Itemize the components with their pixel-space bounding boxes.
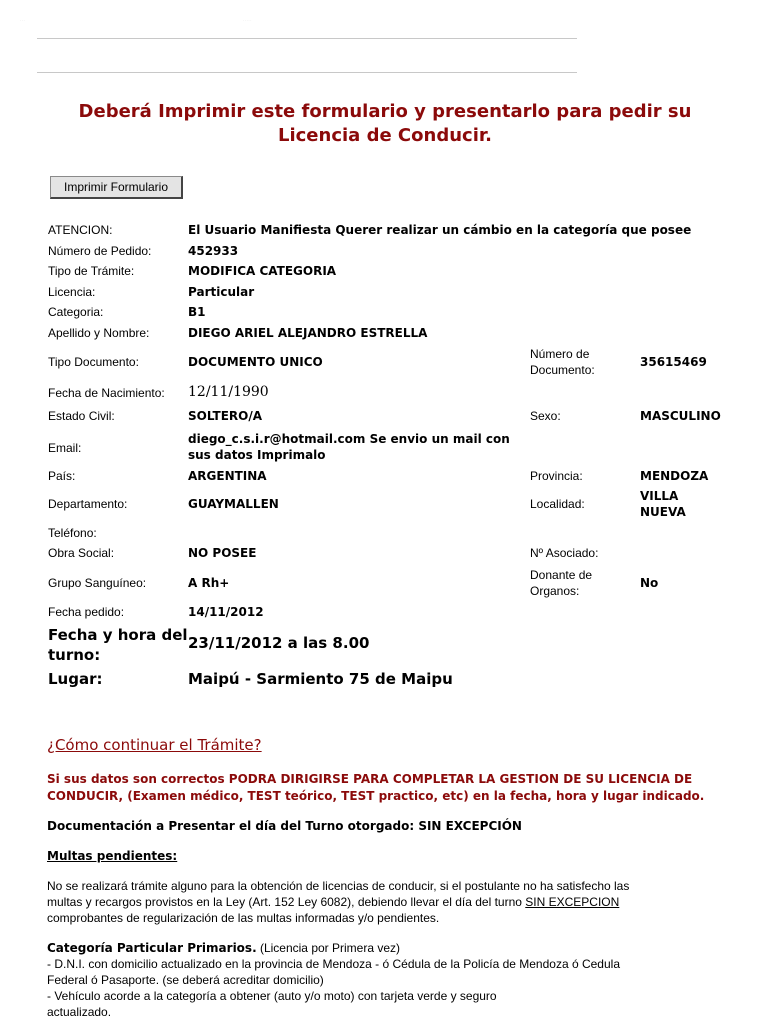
categoria-primarios-heading: Categoría Particular Primarios. (47, 941, 257, 955)
donante-label-line-1: Donante de (530, 568, 593, 582)
pedido-label: Número de Pedido: (48, 244, 152, 258)
page-title-line-2: Licencia de Conducir. (277, 125, 493, 146)
como-continuar-heading: ¿Cómo continuar el Trámite? (47, 736, 262, 754)
page-title-line-1: Deberá Imprimir este formulario y presentarlo para pedir su (78, 101, 692, 122)
multas-line-2-text: multas y recargos provistos en la Ley (Art. 152 Ley 6082), debiendo llevar el día del turno (47, 895, 526, 909)
fecha-pedido-label: Fecha pedido: (48, 605, 125, 619)
localidad-label: Localidad: (530, 497, 585, 511)
nombre-label: Apellido y Nombre: (48, 326, 150, 340)
sexo-label: Sexo: (530, 409, 561, 423)
tipo-doc-label: Tipo Documento: (48, 355, 139, 369)
donante-label-line-2: Organos: (530, 584, 580, 598)
tramite-value: MODIFICA CATEGORIA (188, 264, 337, 278)
donante-value: No (640, 576, 659, 590)
licencia-label: Licencia: (48, 285, 96, 299)
donante-label (530, 567, 592, 599)
turno-value: 23/11/2012 a las 8.00 (188, 634, 370, 652)
categoria-primarios-line-4: actualizado. (47, 1005, 112, 1019)
num-doc-label (530, 346, 595, 378)
num-doc-value: 35615469 (640, 355, 707, 369)
estado-civil-label: Estado Civil: (48, 409, 115, 423)
departamento-value: GUAYMALLEN (188, 497, 279, 511)
header-tiny-text-left: · · · (20, 18, 25, 22)
tramite-label: Tipo de Trámite: (48, 264, 135, 278)
categoria-label: Categoria: (48, 305, 104, 319)
sexo-value: MASCULINO (640, 409, 721, 423)
categoria-primarios-heading-line (47, 940, 747, 956)
turno-label-line-1: Fecha y hora del (48, 626, 188, 644)
atencion-value: El Usuario Manifiesta Querer realizar un cámbio en la categoría que posee (188, 223, 692, 237)
licencia-value: Particular (188, 285, 255, 299)
multas-heading: Multas pendientes: (47, 849, 178, 863)
email-value-line-1: diego_c.s.i.r@hotmail.com Se envio un mail con (188, 432, 510, 446)
lugar-value: Maipú - Sarmiento 75 de Maipu (188, 670, 453, 688)
categoria-primarios-heading-rest: (Licencia por Primera vez) (256, 941, 401, 955)
departamento-label: Departamento: (48, 497, 128, 511)
email-value-line-2: sus datos Imprimalo (188, 448, 326, 462)
print-form-button[interactable]: Imprimir Formulario (50, 176, 183, 199)
nacimiento-label: Fecha de Nacimiento: (48, 386, 165, 400)
multas-paragraph (47, 878, 747, 926)
atencion-label: ATENCION: (48, 223, 113, 237)
provincia-label: Provincia: (530, 469, 583, 483)
datos-correctos-line-1: Si sus datos son correctos PODRA DIRIGIRSE PARA COMPLETAR LA GESTION DE SU LICENCIA DE (47, 772, 693, 786)
telefono-label: Teléfono: (48, 526, 97, 540)
documentacion-line: Documentación a Presentar el día del Turno otorgado: SIN EXCEPCIÓN (47, 819, 522, 833)
categoria-primarios-paragraph (47, 940, 747, 1020)
header-tiny-text-center: · · · · · (243, 18, 252, 22)
localidad-value-line-1: VILLA (640, 489, 679, 503)
top-divider (37, 38, 577, 39)
datos-correctos-line-2: CONDUCIR, (Examen médico, TEST teórico, TEST practico, etc) en la fecha, hora y lugar indicado. (47, 789, 705, 803)
nombre-value: DIEGO ARIEL ALEJANDRO ESTRELLA (188, 326, 428, 340)
estado-civil-value: SOLTERO/A (188, 409, 262, 423)
email-label: Email: (48, 441, 82, 455)
categoria-primarios-line-3: - Vehículo acorde a la categoría a obtener (auto y/o moto) con tarjeta verde y seguro (47, 989, 497, 1003)
num-doc-label-line-2: Documento: (530, 363, 595, 377)
localidad-value (640, 488, 686, 520)
pais-value: ARGENTINA (188, 469, 267, 483)
tipo-doc-value: DOCUMENTO UNICO (188, 355, 323, 369)
nacimiento-value: 12/11/1990 (188, 384, 269, 400)
email-value (188, 431, 510, 463)
datos-correctos-paragraph (47, 771, 747, 805)
grupo-sanguineo-value: A Rh+ (188, 576, 230, 590)
fecha-pedido-value: 14/11/2012 (188, 605, 264, 619)
obra-social-value: NO POSEE (188, 546, 257, 560)
num-doc-label-line-1: Número de (530, 347, 590, 361)
multas-line-2 (47, 894, 747, 910)
pais-label: País: (48, 469, 76, 483)
lugar-label: Lugar: (48, 670, 103, 688)
multas-line-3: comprobantes de regularización de las multas informadas y/o pendientes. (47, 911, 440, 925)
obra-social-label: Obra Social: (48, 546, 115, 560)
localidad-value-line-2: NUEVA (640, 505, 686, 519)
asociado-label: Nº Asociado: (530, 546, 599, 560)
second-divider (37, 72, 577, 73)
categoria-primarios-line-2: Federal ó Pasaporte. (se deberá acreditar domicilio) (47, 973, 324, 987)
turno-label-line-2: turno: (48, 646, 101, 664)
page-title (40, 100, 730, 148)
categoria-value: B1 (188, 305, 206, 319)
categoria-primarios-line-1: - D.N.I. con domicilio actualizado en la provincia de Mendoza - ó Cédula de la Policía de Mendoza ó Cedula (47, 957, 620, 971)
turno-label (48, 625, 188, 665)
pedido-value: 452933 (188, 244, 239, 258)
sin-excepcion-text: SIN EXCEPCION (525, 895, 620, 909)
grupo-sanguineo-label: Grupo Sanguíneo: (48, 576, 147, 590)
multas-line-1: No se realizará trámite alguno para la obtención de licencias de conducir, si el postulante no ha satisfecho las (47, 879, 630, 893)
provincia-value: MENDOZA (640, 469, 709, 483)
